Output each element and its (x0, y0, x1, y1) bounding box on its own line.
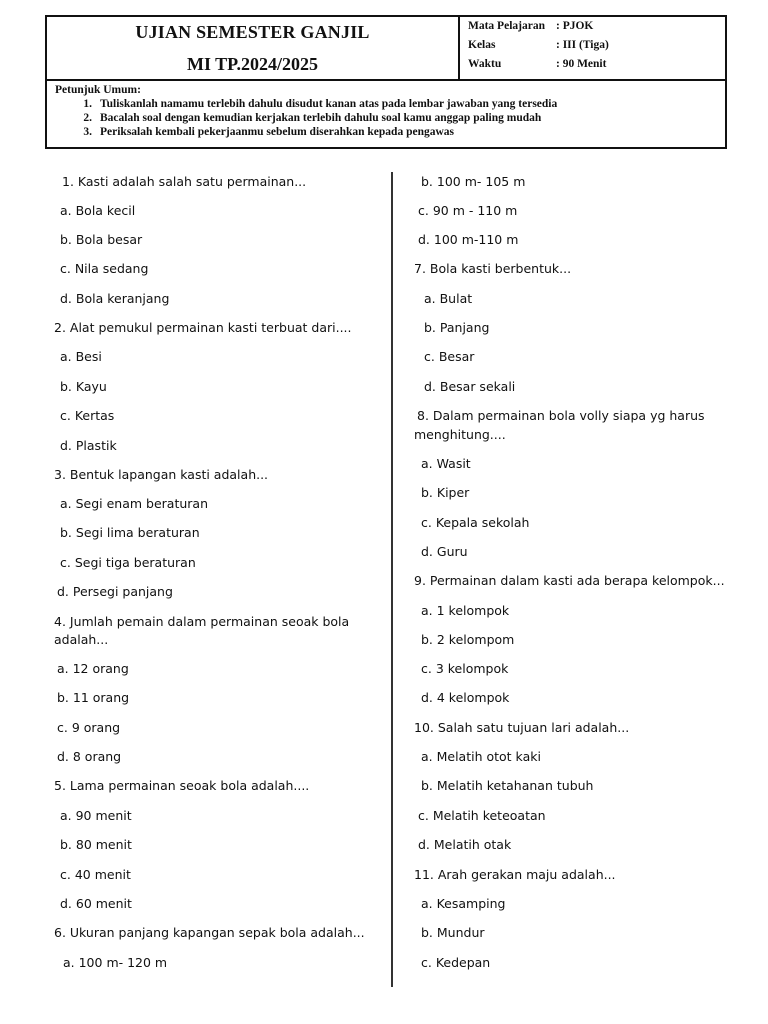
option-line: d. Plastik (60, 438, 117, 453)
question-line: 9. Permainan dalam kasti ada berapa kelompok... (414, 573, 725, 588)
option-line: d. 60 menit (60, 896, 132, 911)
option-line: a. Wasit (421, 456, 471, 471)
info-label: Mata Pelajaran (468, 20, 545, 32)
option-line: d. Bola keranjang (60, 291, 170, 306)
option-line: c. Melatih keteoatan (418, 808, 546, 823)
option-line: b. Melatih ketahanan tubuh (421, 778, 594, 793)
question-line-cont: menghitung.... (414, 427, 506, 442)
option-line: c. 9 orang (57, 720, 121, 735)
option-line: a. Bulat (424, 291, 473, 306)
instruction-text: Tuliskanlah namamu terlebih dahulu disudut kanan atas pada lembar jawaban yang tersedia (100, 98, 558, 110)
exam-title-block (47, 17, 460, 79)
option-line: d. 8 orang (57, 749, 122, 764)
question-line: 1. Kasti adalah salah satu permainan... (62, 174, 307, 189)
option-line: d. Melatih otak (418, 837, 512, 852)
exam-info (468, 20, 609, 77)
instruction-text: Bacalah soal dengan kemudian kerjakan terlebih dahulu soal kamu anggap paling mudah (100, 112, 542, 124)
option-line: b. Kayu (60, 379, 107, 394)
option-line: b. Panjang (424, 320, 490, 335)
question-line: 6. Ukuran panjang kapangan sepak bola adalah... (54, 925, 365, 940)
column-divider (391, 172, 393, 987)
option-line: c. Kertas (60, 408, 115, 423)
option-line: c. Nila sedang (60, 261, 149, 276)
instructions-box (45, 79, 727, 149)
option-line: b. 80 menit (60, 837, 132, 852)
instruction-item (55, 111, 717, 125)
option-line: c. Segi tiga beraturan (60, 555, 196, 570)
info-value: : PJOK (556, 20, 594, 32)
school-year: MI TP.2024/2025 (186, 54, 319, 74)
option-line: a. Kesamping (421, 896, 506, 911)
option-line: c. 3 kelompok (421, 661, 509, 676)
option-line: c. Kedepan (421, 955, 491, 970)
option-line: b. 11 orang (57, 690, 130, 705)
option-line: d. 100 m-110 m (418, 232, 519, 247)
question-line: 3. Bentuk lapangan kasti adalah... (54, 467, 269, 482)
info-row-class (468, 39, 609, 58)
instruction-text: Periksalah kembali pekerjaanmu sebelum diserahkan kepada pengawas (100, 126, 454, 138)
option-line: c. 90 m - 110 m (418, 203, 518, 218)
question-line: 11. Arah gerakan maju adalah... (414, 867, 616, 882)
instruction-item (55, 125, 717, 139)
instruction-number: 1. (83, 98, 92, 110)
option-line: a. Besi (60, 349, 102, 364)
option-line: d. 4 kelompok (421, 690, 510, 705)
question-line: 2. Alat pemukul permainan kasti terbuat dari.... (54, 320, 352, 335)
option-line: a. Segi enam beraturan (60, 496, 209, 511)
option-line: a. Melatih otot kaki (421, 749, 541, 764)
option-line: d. Besar sekali (424, 379, 516, 394)
option-line: c. Besar (424, 349, 475, 364)
option-line: a. 1 kelompok (421, 603, 510, 618)
option-line: a. 100 m- 120 m (63, 955, 168, 970)
option-line: b. Kiper (421, 485, 470, 500)
question-line: 5. Lama permainan seoak bola adalah.... (54, 778, 310, 793)
info-label: Kelas (468, 39, 496, 51)
question-line: 7. Bola kasti berbentuk... (414, 261, 572, 276)
option-line: a. Bola kecil (60, 203, 136, 218)
option-line: b. Segi lima beraturan (60, 525, 200, 540)
instruction-number: 3. (83, 126, 92, 138)
question-line-cont: adalah... (54, 632, 109, 647)
option-line: b. Bola besar (60, 232, 143, 247)
info-row-time (468, 58, 609, 77)
question-line: 8. Dalam permainan bola volly siapa yg harus (417, 408, 705, 423)
option-line: a. 12 orang (57, 661, 129, 676)
option-line: b. 2 kelompom (421, 632, 515, 647)
option-line: b. Mundur (421, 925, 485, 940)
question-line: 4. Jumlah pemain dalam permainan seoak bola (54, 614, 350, 629)
info-value: : III (Tiga) (556, 39, 609, 51)
info-label: Waktu (468, 58, 502, 70)
option-line: d. Guru (421, 544, 468, 559)
question-line: 10. Salah satu tujuan lari adalah... (414, 720, 630, 735)
instruction-item (55, 97, 717, 111)
info-row-subject (468, 20, 609, 39)
info-value: : 90 Menit (556, 58, 607, 70)
option-line: a. 90 menit (60, 808, 132, 823)
instructions-heading: Petunjuk Umum: (55, 84, 141, 96)
option-line: c. 40 menit (60, 867, 131, 882)
option-line: c. Kepala sekolah (421, 515, 530, 530)
instruction-number: 2. (83, 112, 92, 124)
option-line: b. 100 m- 105 m (421, 174, 526, 189)
exam-header (45, 15, 727, 81)
option-line: d. Persegi panjang (57, 584, 173, 599)
exam-title: UJIAN SEMESTER GANJIL (135, 22, 370, 42)
